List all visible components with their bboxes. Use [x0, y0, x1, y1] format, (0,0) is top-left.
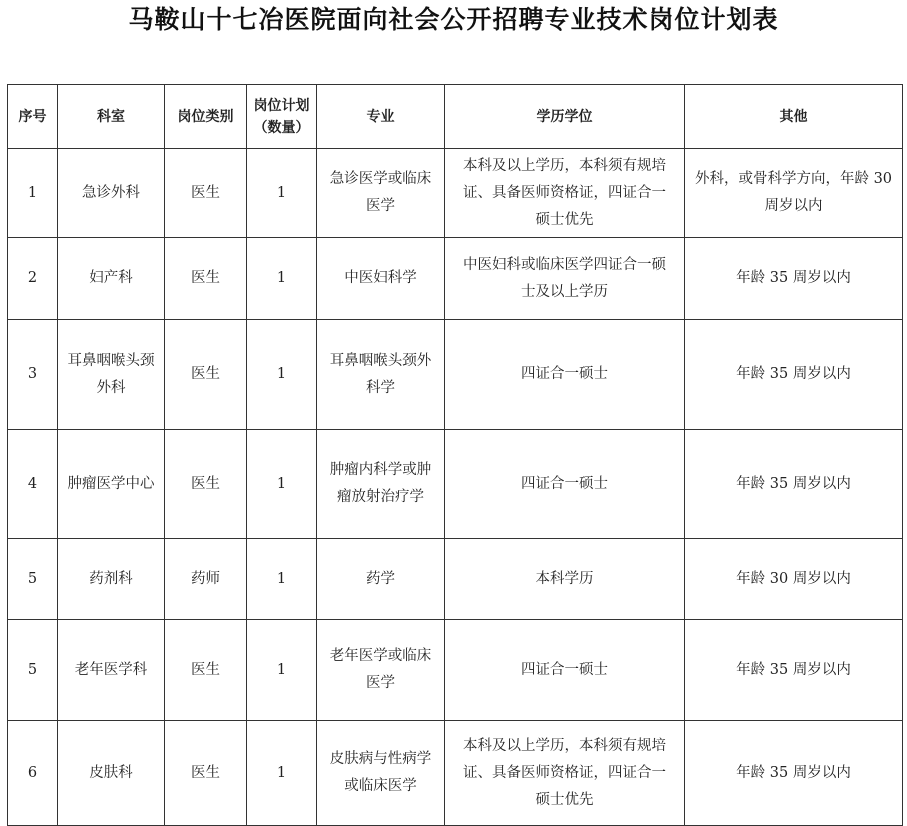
cell-seq: 3: [8, 320, 58, 430]
cell-major: [317, 320, 445, 430]
cell-other: 年龄 35 周岁以内: [685, 620, 903, 721]
cell-major: [317, 149, 445, 238]
cell-count: 1: [247, 320, 317, 430]
recruitment-plan-table: [7, 84, 903, 826]
cell-count: 1: [247, 149, 317, 238]
cell-other: 年龄 35 周岁以内: [685, 238, 903, 320]
table-row: [8, 721, 903, 826]
cell-major: 中医妇科学: [317, 238, 445, 320]
table-row: [8, 430, 903, 539]
cell-major-line: 皮肤病与性病学: [329, 751, 432, 767]
cell-major: [317, 721, 445, 826]
cell-other: 年龄 35 周岁以内: [685, 721, 903, 826]
cell-type: 药师: [165, 539, 247, 620]
cell-major-line: 科学: [366, 379, 395, 396]
cell-type: 医生: [165, 721, 247, 826]
header-seq: 序号: [8, 85, 58, 149]
cell-other-line: 外科，或骨科学方向，年龄 30: [694, 171, 893, 187]
cell-count: 1: [247, 238, 317, 320]
cell-major-line: 老年医学或临床: [329, 648, 432, 664]
cell-seq: 4: [8, 430, 58, 539]
table-row: [8, 149, 903, 238]
cell-type: 医生: [165, 430, 247, 539]
cell-seq: 5: [8, 620, 58, 721]
table-row: [8, 539, 903, 620]
cell-major: [317, 620, 445, 721]
cell-other-line: 周岁以内: [764, 198, 823, 214]
cell-edu: [445, 721, 685, 826]
header-other: 其他: [685, 85, 903, 149]
table-row: [8, 620, 903, 721]
cell-edu-line: 硕士优先: [535, 211, 594, 228]
cell-type: 医生: [165, 620, 247, 721]
cell-major: 药学: [317, 539, 445, 620]
cell-seq: 5: [8, 539, 58, 620]
cell-dept-line: 耳鼻咽喉头颈: [67, 352, 155, 369]
cell-major-line: 肿瘤内科学或肿: [329, 462, 432, 478]
header-plan-line2: （数量）: [253, 119, 310, 136]
header-type: 岗位类别: [165, 85, 247, 149]
cell-type: 医生: [165, 320, 247, 430]
cell-edu: [445, 149, 685, 238]
cell-count: 1: [247, 721, 317, 826]
cell-dept: 皮肤科: [58, 721, 165, 826]
cell-other: 年龄 35 周岁以内: [685, 320, 903, 430]
header-major: 专业: [317, 85, 445, 149]
cell-count: 1: [247, 620, 317, 721]
cell-dept: 药剂科: [58, 539, 165, 620]
header-edu: 学历学位: [445, 85, 685, 149]
cell-major-line: 瘤放射治疗学: [337, 489, 424, 505]
cell-other: [685, 149, 903, 238]
header-dept: 科室: [58, 85, 165, 149]
cell-edu-line: 硕士优先: [535, 791, 594, 808]
cell-major-line: 医学: [366, 675, 395, 691]
cell-type: 医生: [165, 149, 247, 238]
cell-edu-line: 士及以上学历: [521, 283, 608, 300]
header-plan-count: [247, 85, 317, 149]
cell-major-line: 耳鼻咽喉头颈外: [329, 352, 432, 369]
cell-other: 年龄 35 周岁以内: [685, 430, 903, 539]
cell-edu-line: 中医妇科或临床医学四证合一硕: [463, 256, 666, 273]
cell-edu: 本科学历: [445, 539, 685, 620]
cell-major-line: 急诊医学或临床: [329, 171, 432, 187]
cell-seq: 1: [8, 149, 58, 238]
header-plan-line1: 岗位计划: [253, 97, 310, 114]
cell-edu: 四证合一硕士: [445, 430, 685, 539]
cell-edu: 四证合一硕士: [445, 320, 685, 430]
cell-count: 1: [247, 539, 317, 620]
cell-other: 年龄 30 周岁以内: [685, 539, 903, 620]
table-row: [8, 320, 903, 430]
cell-edu: 四证合一硕士: [445, 620, 685, 721]
header-row: [8, 85, 903, 149]
cell-edu-line: 本科及以上学历，本科须有规培: [463, 737, 666, 754]
cell-seq: 6: [8, 721, 58, 826]
cell-major: [317, 430, 445, 539]
cell-major-line: 或临床医学: [344, 778, 417, 794]
cell-edu-line: 本科及以上学历，本科须有规培: [463, 157, 666, 174]
cell-count: 1: [247, 430, 317, 539]
table-row: [8, 238, 903, 320]
cell-dept: 老年医学科: [58, 620, 165, 721]
cell-edu-line: 证、具备医师资格证，四证合一: [463, 764, 666, 781]
page-title: 马鞍山十七冶医院面向社会公开招聘专业技术岗位计划表: [128, 5, 779, 34]
cell-seq: 2: [8, 238, 58, 320]
cell-type: 医生: [165, 238, 247, 320]
cell-dept: 妇产科: [58, 238, 165, 320]
cell-dept-line: 外科: [96, 379, 126, 396]
cell-dept: 急诊外科: [58, 149, 165, 238]
cell-edu-line: 证、具备医师资格证，四证合一: [463, 184, 666, 201]
cell-dept: [58, 320, 165, 430]
cell-dept: 肿瘤医学中心: [58, 430, 165, 539]
cell-edu: [445, 238, 685, 320]
cell-major-line: 医学: [366, 198, 395, 214]
